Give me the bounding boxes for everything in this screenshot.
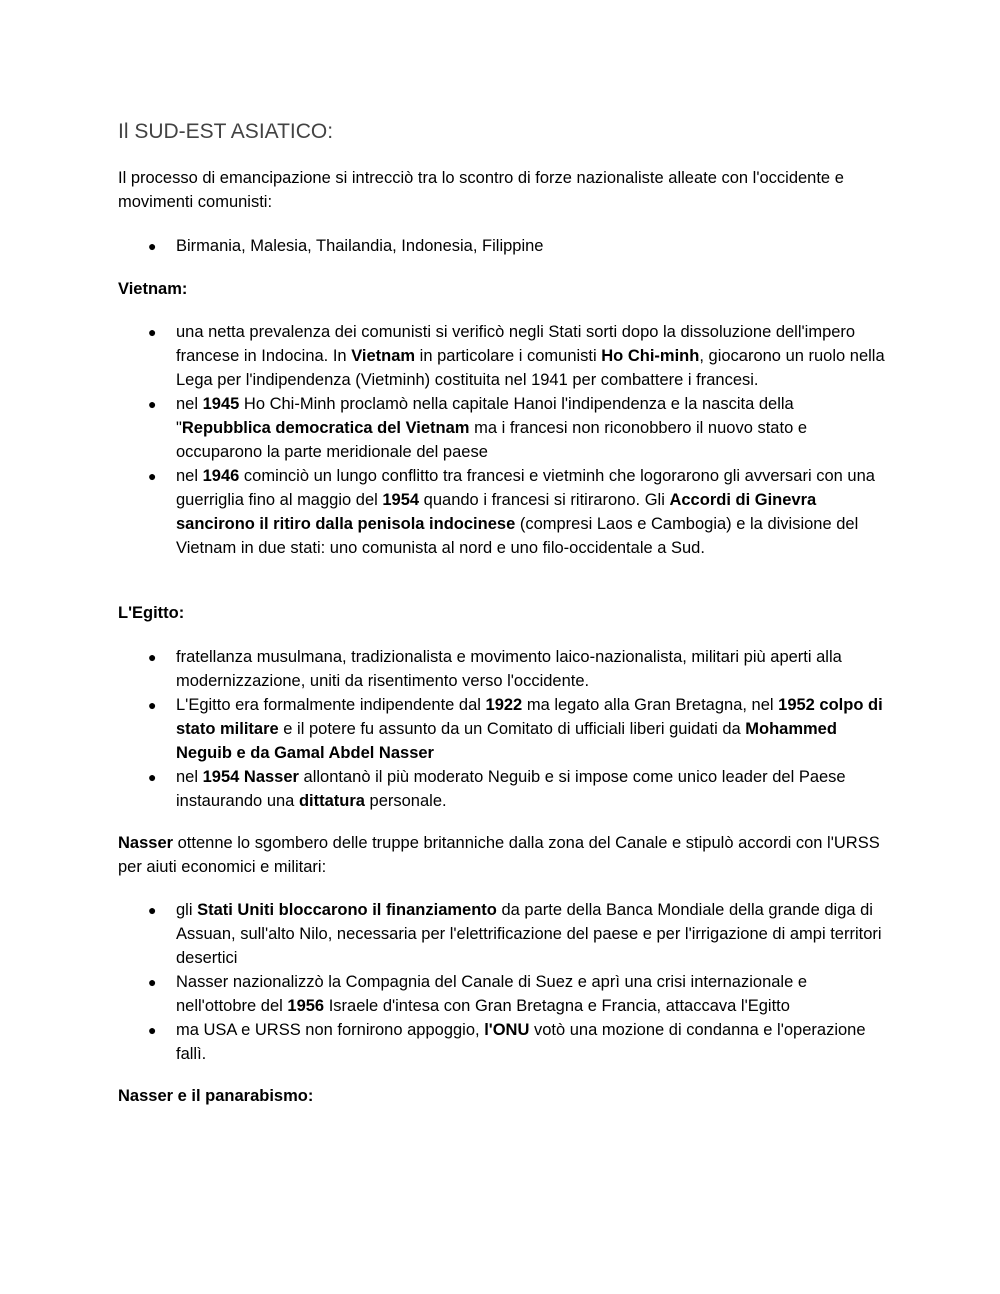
text-run: cominciò un lungo conflitto tra francesi e vietminh che logorarono gli avversari con una guerriglia fino al maggio del: [176, 467, 875, 509]
list-item: [118, 898, 886, 970]
text-run: ma USA e URSS non fornirono appoggio,: [176, 1021, 485, 1039]
list-item: [118, 693, 886, 765]
bullet-icon: ●: [148, 1022, 157, 1038]
bullet-icon: ●: [148, 324, 157, 340]
text-run: ottenne lo sgombero delle truppe britanniche dalla zona del Canale e stipulò accordi con l'URSS per aiuti economici e militari:: [118, 834, 880, 876]
intro-paragraph: Il processo di emancipazione si intrecciò tra lo scontro di forze nazionaliste alleate con l'occidente e movimenti comunisti:: [118, 169, 844, 211]
list-item: [118, 645, 886, 693]
bold-text: 1922: [485, 696, 523, 714]
bold-text: dittatura: [298, 792, 365, 810]
bold-text: Accordi di Ginevra sancirono il ritiro dalla penisola indocinese: [176, 491, 817, 533]
bold-text: Ho Chi-minh: [601, 347, 700, 365]
text-run: da parte della Banca Mondiale della grande diga di Assuan, sull'alto Nilo, necessaria per l'elettrificazione del paese e per l'irrigazione di ampi territori desertici: [176, 901, 882, 967]
text-run: nel: [176, 768, 203, 786]
text-run: allontanò il più moderato Neguib e si impose come unico leader del Paese instaurando una: [176, 768, 846, 810]
nasser-list: [118, 898, 886, 1066]
text-run: una netta prevalenza dei comunisti si verificò negli Stati sorti dopo la dissoluzione dell'impero francese in Indocina. In: [176, 323, 856, 365]
vietnam-heading: Vietnam:: [118, 280, 188, 298]
text-run: ma legato alla Gran Bretagna, nel: [522, 696, 779, 714]
text-run: personale.: [364, 792, 447, 810]
list-item: [118, 234, 886, 258]
bold-text: 1946: [202, 467, 240, 485]
text-run: quando i francesi si ritirarono. Gli: [419, 491, 670, 509]
bold-text: 1954: [382, 491, 420, 509]
list-item: [118, 970, 886, 1018]
page-title: Il SUD-EST ASIATICO:: [118, 120, 334, 143]
text-run: votò una mozione di condanna e l'operazione fallì.: [176, 1021, 866, 1063]
bold-text: 1952 colpo di stato militare: [176, 696, 883, 738]
text-run: nel: [176, 467, 203, 485]
bullet-icon: ●: [148, 697, 157, 713]
list-item: [118, 464, 886, 560]
bold-text: Vietnam: [351, 347, 416, 365]
egitto-list: [118, 645, 886, 813]
bold-text: 1945: [202, 395, 240, 413]
text-run: fratellanza musulmana, tradizionalista e movimento laico-nazionalista, militari più aperti alla modernizzazione, uniti da risentimento verso l'occidente.: [176, 648, 842, 690]
bullet-icon: ●: [148, 396, 157, 412]
list-item: [118, 320, 886, 392]
nasser-paragraph: [118, 831, 886, 879]
text-run: Israele d'intesa con Gran Bretagna e Francia, attaccava l'Egitto: [324, 997, 790, 1015]
vietnam-list: [118, 320, 886, 560]
bullet-icon: ●: [148, 238, 157, 254]
bold-text: Nasser: [118, 834, 174, 852]
bold-text: Repubblica democratica del Vietnam: [181, 419, 470, 437]
bold-text: 1954 Nasser: [202, 768, 299, 786]
intro-list: [118, 234, 886, 258]
panarabismo-heading: Nasser e il panarabismo:: [118, 1087, 314, 1105]
text-run: (compresi Laos e Cambogia) e la divisione del Vietnam in due stati: uno comunista al nord e uno filo-occidentale a Sud.: [176, 515, 859, 557]
list-item: [118, 392, 886, 464]
text-run: Ho Chi-Minh proclamò nella capitale Hanoi l'indipendenza e la nascita della ": [176, 395, 794, 437]
bullet-icon: ●: [148, 974, 157, 990]
list-item: [118, 1018, 886, 1066]
bullet-icon: ●: [148, 649, 157, 665]
text-run: ma i francesi non riconobbero il nuovo stato e occuparono la parte meridionale del paese: [176, 419, 808, 461]
text-run: gli: [176, 901, 198, 919]
bold-text: Mohammed Neguib e da Gamal Abdel Nasser: [176, 720, 837, 762]
bullet-icon: ●: [148, 769, 157, 785]
egitto-heading: L'Egitto:: [118, 604, 185, 622]
bullet-icon: ●: [148, 468, 157, 484]
bullet-icon: ●: [148, 902, 157, 918]
text-run: Nasser nazionalizzò la Compagnia del Canale di Suez e aprì una crisi internazionale e nell'ottobre del: [176, 973, 808, 1015]
text-run: e il potere fu assunto da un Comitato di ufficiali liberi guidati da: [278, 720, 746, 738]
list-item: [118, 765, 886, 813]
text-run: Birmania, Malesia, Thailandia, Indonesia, Filippine: [176, 237, 544, 255]
text-run: in particolare i comunisti: [415, 347, 602, 365]
text-run: L'Egitto era formalmente indipendente dal: [176, 696, 486, 714]
bold-text: Stati Uniti bloccarono il finanziamento: [197, 901, 497, 919]
bold-text: 1956: [287, 997, 325, 1015]
bold-text: l'ONU: [484, 1021, 530, 1039]
text-run: nel: [176, 395, 203, 413]
text-run: , giocarono un ruolo nella Lega per l'indipendenza (Vietminh) costituita nel 1941 per combattere i francesi.: [176, 347, 885, 389]
